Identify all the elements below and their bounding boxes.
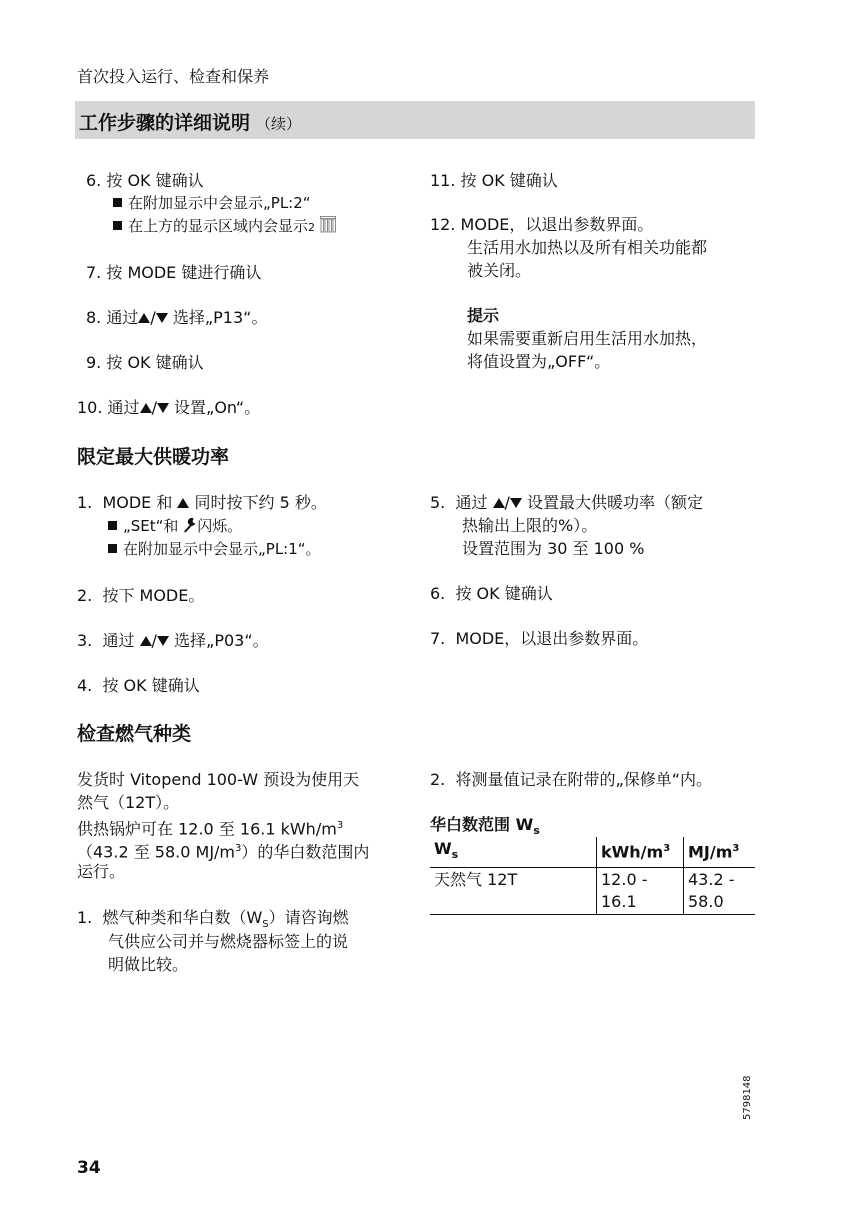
step-9: 9. 按 OK 键确认 [86,353,204,372]
step-6-sub-2: 在上方的显示区域内会显示2 [113,215,336,239]
step-7: 7. 按 MODE 键进行确认 [86,263,262,282]
bullet-square-icon [108,544,117,553]
note-label: 提示 [467,306,500,325]
arrow-up-icon [493,498,505,508]
s2-step-1-sub-2: 在附加显示中会显示„PL:1“。 [108,538,321,560]
s3-para-line-4: （43.2 至 58.0 $MJ/m^3$）的华白数范围内 [77,842,370,862]
s2-step-4: 4. 按 OK 键确认 [77,676,200,695]
step-10: 10. 通过 / 设置„On“。 [77,398,261,417]
step-6: 6. 按 OK 键确认 [86,171,204,190]
s2-step-2: 2. 按下 MODE。 [77,586,205,605]
cell-mj: 43.2 - 58.0 [684,868,756,915]
bullet-square-icon [108,521,117,530]
arrow-down-icon [156,313,168,323]
section-heading-max-heating: 限定最大供暖功率 [77,446,230,468]
bullet-square-icon [113,221,122,230]
bullet-square-icon [113,198,122,207]
section-heading-gas-type: 检查燃气种类 [77,723,192,745]
header-kwh: kWh/$m^3$ [597,837,684,868]
step-11: 11. 按 OK 键确认 [430,171,558,190]
arrow-up-icon [177,498,189,508]
s3-para-line-1: 发货时 Vitopend 100-W 预设为使用天 [77,770,360,789]
arrow-down-icon [157,403,169,413]
title-main: 工作步骤的详细说明 [79,112,251,134]
s2-step-5: 5. 通过 / 设置最大供暖功率（额定 [430,493,704,512]
table-row [430,868,755,915]
step-6-sub-1: 在附加显示中会显示„PL:2“ [113,192,311,214]
page-number: 34 [77,1158,101,1178]
title-suffix: （续） [256,115,302,133]
s3-step-1-line-2: 气供应公司并与燃烧器标签上的说 [108,932,349,951]
note-line-1: 如果需要重新启用生活用水加热， [467,329,708,348]
page-title [79,108,301,135]
wobbe-table [430,837,755,915]
cell-gas: 天然气 12T [430,868,597,915]
s2-step-1: 1. MODE 和 同时按下约 5 秒。 [77,493,327,512]
s2-step-5-line-2: 热输出上限的%）。 [462,516,598,535]
step-8: 8. 通过 / 选择„P13“。 [86,308,268,327]
s3-para-line-5: 运行。 [77,862,126,881]
note-line-2: 将值设置为„OFF“。 [467,352,611,371]
s2-step-5-line-3: 设置范围为 30 至 100 % [462,539,645,558]
section-title-bar [75,101,755,139]
s3-para-line-2: 然气（12T）。 [77,793,180,812]
arrow-down-icon [157,636,169,646]
document-number: 5798148 [742,1075,753,1120]
header-ws: $W_s$ [430,837,597,868]
s2-step-7: 7. MODE，以退出参数界面。 [430,629,649,648]
radiator-icon [320,216,336,233]
step-12-line-3: 被关闭。 [467,261,532,280]
arrow-up-icon [138,313,150,323]
s2-step-1-sub-1: „SEt“和 闪烁。 [108,515,242,537]
s3-para-line-3: 供热锅炉可在 12.0 至 16.1 kWh/$m^3$ [77,819,344,839]
s2-step-6: 6. 按 OK 键确认 [430,584,553,603]
cell-kwh: 12.0 - 16.1 [597,868,684,915]
arrow-down-icon [510,498,522,508]
s3-step-2: 2. 将测量值记录在附带的„保修单“内。 [430,770,713,789]
s2-step-3: 3. 通过 / 选择„P03“。 [77,631,269,650]
step-12: 12. MODE，以退出参数界面。 [430,215,654,234]
wrench-icon [183,517,197,533]
arrow-up-icon [140,403,152,413]
table-caption: 华白数范围 $W_s$ [430,815,540,838]
header-mj: $MJ/m^3$ [684,837,756,868]
table-header-row [430,837,755,868]
breadcrumb: 首次投入运行、检查和保养 [77,67,270,86]
step-12-line-2: 生活用水加热以及所有相关功能都 [467,238,708,257]
s3-step-1-line-3: 明做比较。 [108,955,189,974]
arrow-up-icon [140,636,152,646]
s3-step-1: 1. 燃气种类和华白数$(W_S)$请咨询燃 [77,908,349,931]
